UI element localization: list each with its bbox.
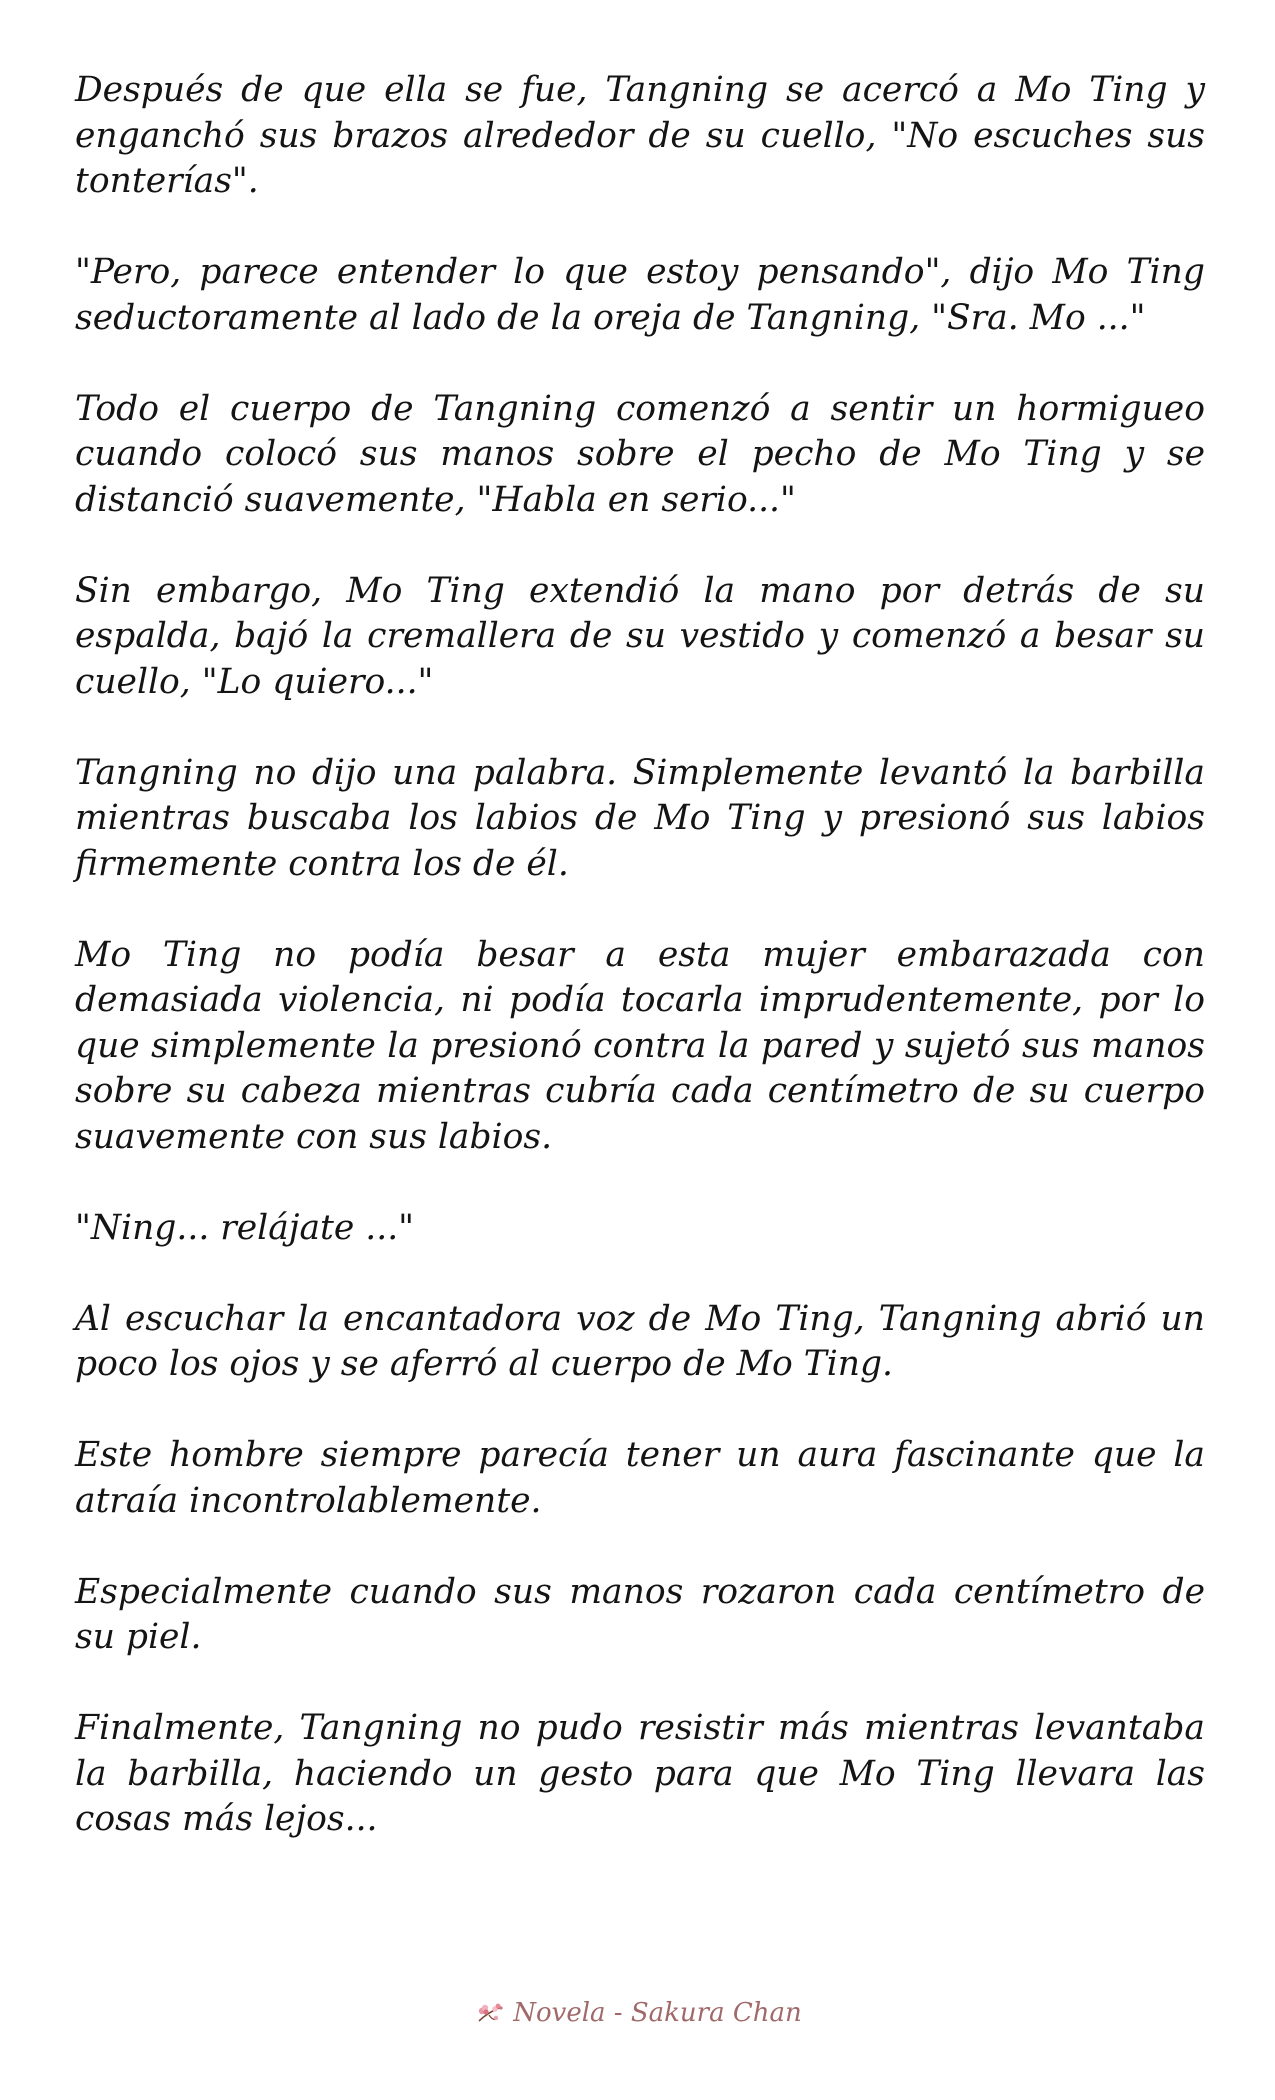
paragraph: Especialmente cuando sus manos rozaron cada centímetro de su piel.	[75, 1571, 1205, 1657]
paragraph: Al escuchar la encantadora voz de Mo Ting, Tangning abrió un poco los ojos y se aferró al cuerpo de Mo Ting.	[75, 1298, 1205, 1384]
paragraph: Todo el cuerpo de Tangning comenzó a sentir un hormigueo cuando colocó sus manos sobre el pecho de Mo Ting y se distanció suavemente, "Habla en serio..."	[75, 388, 1205, 520]
paragraph: Mo Ting no podía besar a esta mujer embarazada con demasiada violencia, ni podía tocarla imprudentemente, por lo que simplemente la presionó contra la pared y sujetó sus manos sobre su cabeza mientras cubría cada centímetro de su cuerpo suavemente con sus labios.	[75, 934, 1205, 1157]
sakura-flower-icon	[473, 1999, 507, 2027]
footer-text: Novela - Sakura Chan	[513, 1998, 802, 2028]
paragraph: Este hombre siempre parecía tener un aura fascinante que la atraía incontrolablemente.	[75, 1435, 1205, 1521]
paragraph: Finalmente, Tangning no pudo resistir más mientras levantaba la barbilla, haciendo un gesto para que Mo Ting llevara las cosas más lejos...	[75, 1708, 1205, 1839]
paragraph: "Ning... relájate ..."	[75, 1207, 415, 1248]
paragraph: Sin embargo, Mo Ting extendió la mano por detrás de su espalda, bajó la cremallera de su vestido y comenzó a besar su cuello, "Lo quiero..."	[75, 570, 1205, 702]
paragraph: Tangning no dijo una palabra. Simplemente levantó la barbilla mientras buscaba los labios de Mo Ting y presionó sus labios firmemente contra los de él.	[75, 752, 1205, 884]
document-body	[75, 68, 1205, 1888]
paragraph: "Pero, parece entender lo que estoy pensando", dijo Mo Ting seductoramente al lado de la oreja de Tangning, "Sra. Mo ..."	[75, 252, 1205, 338]
paragraph: Después de que ella se fue, Tangning se acercó a Mo Ting y enganchó sus brazos alrededor de su cuello, "No escuches sus tonterías".	[75, 70, 1205, 201]
footer-watermark	[0, 1998, 1275, 2034]
